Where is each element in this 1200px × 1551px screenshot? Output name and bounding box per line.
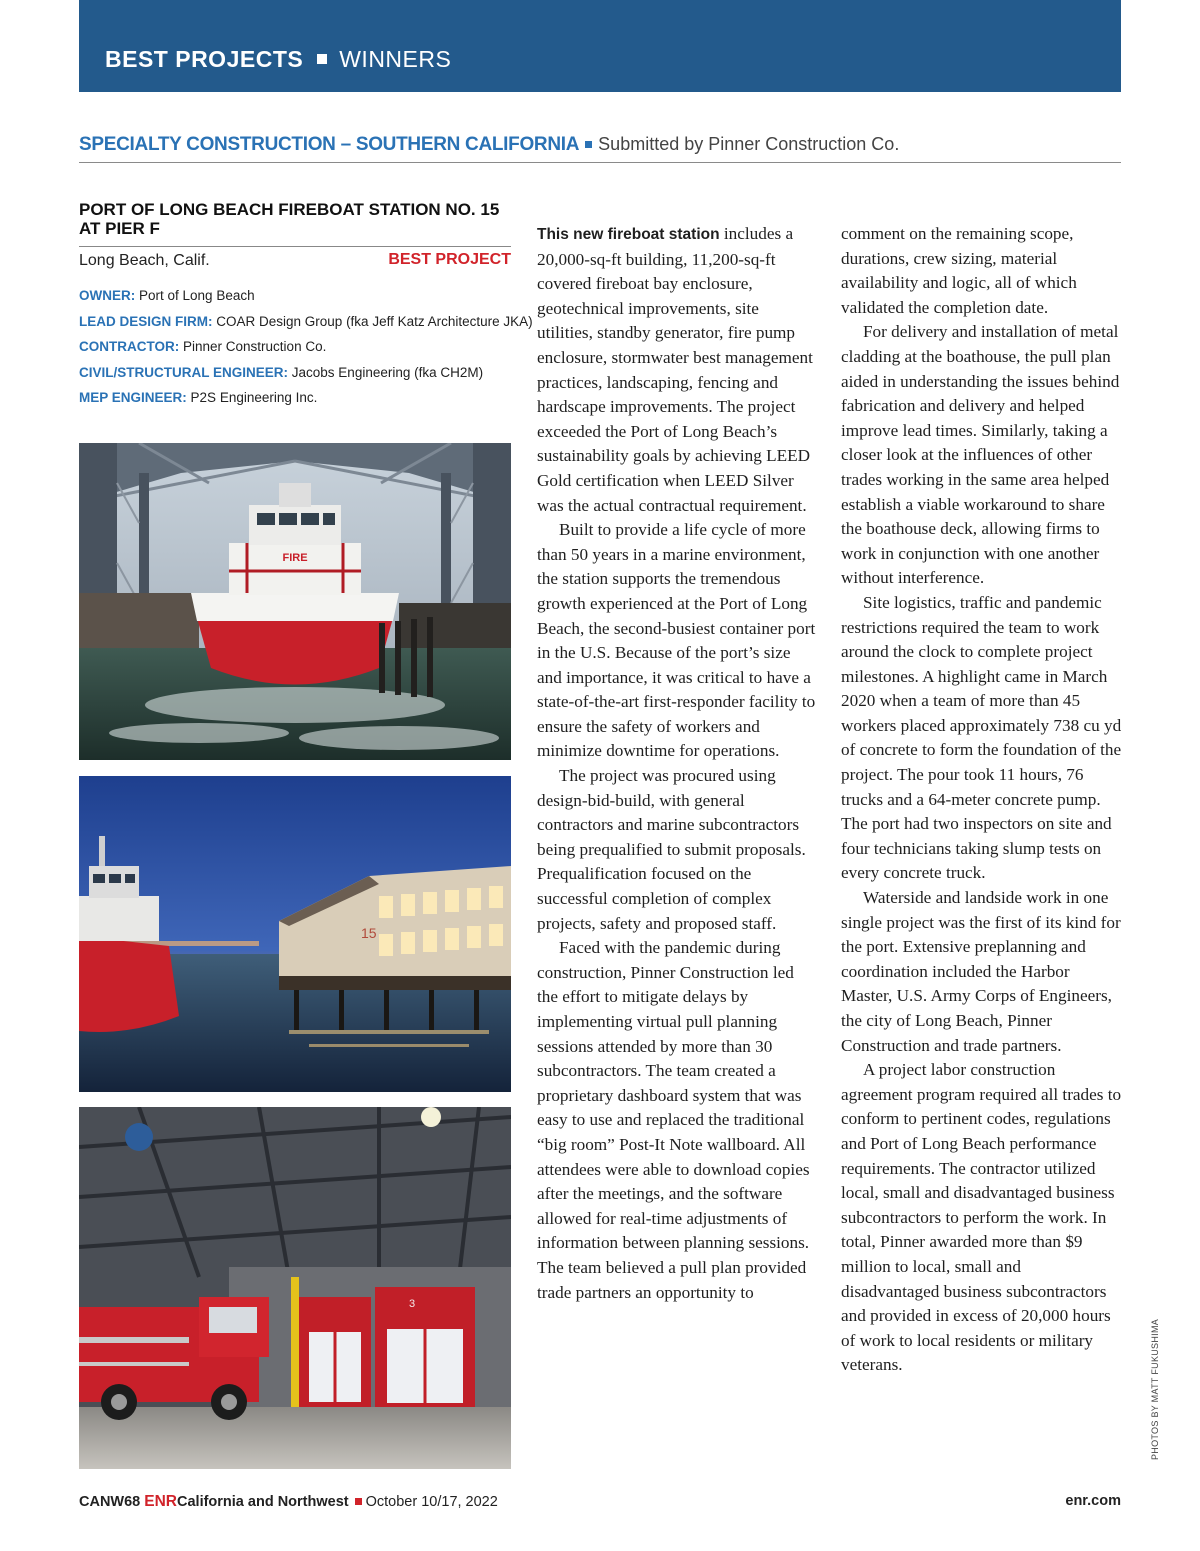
photo-credit: PHOTOS BY MATT FUKUSHIMA: [1150, 1318, 1160, 1460]
project-title: [79, 200, 511, 238]
bay-number-label: 3: [409, 1298, 416, 1310]
credit-value: Pinner Construction Co.: [183, 339, 327, 354]
square-bullet-icon: [317, 54, 327, 64]
credit-label: CONTRACTOR:: [79, 339, 180, 354]
banner-subtitle: WINNERS: [339, 46, 452, 72]
credit-label: LEAD DESIGN FIRM:: [79, 313, 213, 329]
credit-value: P2S Engineering Inc.: [190, 390, 318, 405]
issue-date: October 10/17, 2022: [365, 1494, 498, 1510]
divider: [79, 246, 511, 247]
boat-hull-label: FIRE: [282, 552, 308, 564]
project-location: Long Beach, Calif.: [79, 252, 210, 269]
square-bullet-icon: [355, 1498, 362, 1505]
project-title-line2: AT PIER F: [79, 219, 160, 238]
page-footer: [79, 1493, 1121, 1511]
article-paragraph: A project labor construction agreement program required all trades to conform to pertinent codes, regulations and Port of Long Beach performance requirements. The contractor utilized local, small and disadvantaged business subcontractors to perform the work. In total, Pinner awarded more than $9 million to local, small and disadvantaged business subcontractors and provided in excess of 20,000 hours of work to local residents or military veterans.: [841, 1060, 1122, 1375]
building-number-label: 15: [361, 925, 377, 941]
credit-row-owner: [79, 283, 519, 309]
credit-label: CIVIL/STRUCTURAL ENGINEER:: [79, 364, 289, 380]
article-paragraph: For delivery and installation of metal cladding at the boathouse, the pull plan aided in understanding the issues behind fabrication and delivery and helped improve lead times. Similarly, taking a closer look at the influences of other trades working in the same area helped establish a viable workaround to share the boathouse deck, allowing firms to work in conjunction with one another without interference.: [841, 322, 1120, 588]
square-bullet-icon: [585, 141, 592, 148]
edition-name: California and Northwest: [177, 1494, 349, 1510]
article-paragraph: The project was procured using design-bid-build, with general contractors and marine subcontractors being prequalified to submit proposals. Prequalification focused on the successful completion of complex projects, safety and proposed staff.: [537, 766, 806, 933]
credit-value: Jacobs Engineering (fka CH2M): [291, 364, 484, 380]
credit-row-mep: [79, 385, 519, 411]
article-paragraph: Faced with the pandemic during construction, Pinner Construction led the effort to mitigate delays by implementing virtual pull planning sessions attended by more than 30 subcontractors. The team created a proprietary dashboard system that was easy to use and replaced the traditional “big room” Post-It Note wallboard. All attendees were able to download copies after the meetings, and the software allowed for real-time adjustments of information between planning sessions. The team believed a pull plan provided trade partners an opportunity to: [537, 938, 810, 1302]
site-link[interactable]: enr.com: [1065, 1493, 1121, 1509]
credit-value: COAR Design Group (fka Jeff Katz Architecture JKA): [216, 313, 533, 329]
article-paragraph: [537, 222, 819, 518]
submitted-by: Submitted by Pinner Construction Co.: [598, 134, 900, 154]
article-paragraph: comment on the remaining scope, durations, crew sizing, material availability and logic, all of which validated the completion date.: [841, 224, 1077, 317]
project-credits: [79, 283, 533, 411]
article-paragraph: Built to provide a life cycle of more than 50 years in a marine environment, the station supports the tremendous growth experienced at the Port of Long Beach, the second-busiest container port in the U.S. Because of the port’s size and importance, it was critical to have a state-of-the-art first-responder facility to ensure the safety of workers and minimize downtime for operations.: [537, 520, 816, 761]
banner-title: BEST PROJECTS: [105, 46, 304, 72]
article-column-2: [841, 222, 1123, 1378]
section-title: SPECIALTY CONSTRUCTION – SOUTHERN CALIFORNIA: [79, 134, 580, 155]
brand-logo: ENR: [144, 1493, 177, 1510]
credit-row-design: [79, 309, 533, 335]
section-heading: [79, 134, 1121, 163]
photo-fireboat-bay: [79, 443, 511, 760]
credit-row-contractor: [79, 334, 519, 360]
article-lead-in: This new fireboat station: [537, 226, 720, 243]
photo-apparatus-bay: [79, 1107, 511, 1469]
banner-text: [105, 46, 451, 73]
article-column-1: [537, 222, 819, 1305]
article-paragraph: Site logistics, traffic and pandemic restrictions required the team to work around the clock to complete project milestones. A highlight came in March 2020 when a team of more than 45 workers placed approximately 738 cu yd of concrete to form the foundation of the project. The pour took 11 hours, 76 trucks and a 64-meter concrete pump. The port had two inspectors on site and four technicians taking slump tests on every concrete truck.: [841, 592, 1122, 883]
credit-label: OWNER:: [79, 288, 136, 303]
photo-station-dusk: [79, 776, 511, 1092]
article-text: includes a 20,000-sq-ft building, 11,200-sq-ft covered fireboat bay enclosure, geotechnical improvements, site utilities, standby generator, fire pump enclosure, stormwater best management practices, landscaping, fencing and hardscape improvements. The project exceeded the Port of Long Beach’s sustainability goals by achieving LEED Gold certification when LEED Silver was the actual contractual requirement.: [537, 224, 813, 515]
credit-row-civil: [79, 360, 519, 386]
credit-label: MEP ENGINEER:: [79, 390, 187, 405]
best-project-badge: BEST PROJECT: [388, 251, 511, 268]
page-number: CANW68: [79, 1494, 141, 1510]
credit-value: Port of Long Beach: [139, 288, 255, 303]
project-title-line1: PORT OF LONG BEACH FIREBOAT STATION NO. 15: [79, 200, 500, 219]
article-paragraph: Waterside and landside work in one single project was the first of its kind for the port. Extensive preplanning and coordination included the Harbor Master, U.S. Army Corps of Engineers, the city of Long Beach, Pinner Construction and trade partners.: [841, 888, 1121, 1055]
header-banner: [79, 0, 1121, 92]
